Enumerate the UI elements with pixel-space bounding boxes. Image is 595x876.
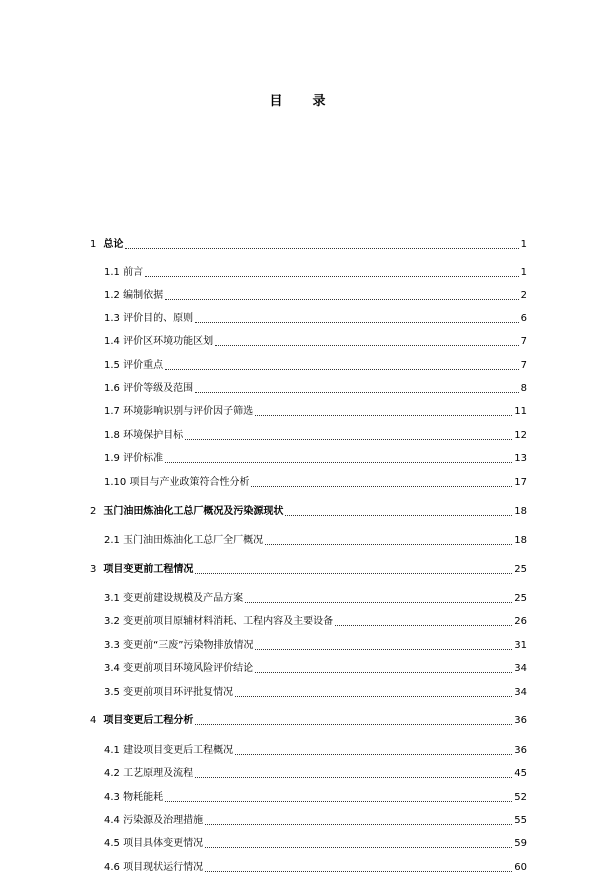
toc-title-left: 目 [269, 94, 283, 109]
toc-leader-dots [265, 533, 512, 545]
toc-entry-page: 36 [514, 745, 527, 756]
toc-entry-label [104, 638, 253, 654]
toc-entry-label [104, 475, 249, 491]
toc-leader-dots [195, 562, 512, 574]
toc-entry-page: 7 [520, 336, 527, 347]
toc-entry-page: 34 [514, 663, 527, 674]
toc-entry-text: 编制依据 [123, 290, 164, 301]
toc-entry[interactable] [104, 836, 527, 852]
toc-entry-number: 1.7 [104, 406, 120, 417]
toc-entry-number: 4.6 [104, 862, 120, 873]
toc-entry-label [104, 311, 193, 327]
toc-entry-label [104, 743, 233, 759]
toc-entry[interactable] [104, 475, 527, 491]
toc-entry[interactable] [104, 428, 527, 444]
toc-entry-text: 前言 [123, 267, 144, 278]
toc-entry-label [104, 766, 193, 782]
toc-entry[interactable] [104, 638, 527, 654]
toc-entry-text: 变更前项目环评批复情况 [123, 687, 234, 698]
toc-entry-text: 项目变更后工程分析 [103, 715, 194, 726]
toc-entry-text: 玉门油田炼油化工总厂全厂概况 [123, 535, 264, 546]
toc-entry-label [104, 428, 183, 444]
toc-entry-number: 4.2 [104, 768, 120, 779]
toc-entry-page: 52 [514, 792, 527, 803]
toc-entry-number: 3.5 [104, 687, 120, 698]
toc-entry-label [104, 358, 163, 374]
toc-entry-number: 1 [90, 239, 97, 250]
toc-entry-number: 4.5 [104, 838, 120, 849]
toc-entry-page: 18 [514, 506, 527, 517]
toc-entry-text: 环境影响识别与评价因子筛选 [123, 406, 254, 417]
toc-entry-page: 1 [520, 239, 527, 250]
toc-entry[interactable] [90, 237, 527, 253]
toc-leader-dots [195, 311, 519, 323]
toc-entry[interactable] [90, 713, 527, 729]
toc-entry[interactable] [90, 504, 527, 520]
toc-entry-label [104, 533, 263, 549]
toc-entry[interactable] [104, 533, 527, 549]
toc-entry-page: 26 [514, 616, 527, 627]
toc-entry-text: 变更前建设规模及产品方案 [123, 593, 244, 604]
toc-entry-page: 1 [520, 267, 527, 278]
toc-entry-page: 31 [514, 640, 527, 651]
toc-title-right: 录 [312, 94, 326, 109]
toc-entry-text: 变更前“三废”污染物排放情况 [123, 640, 254, 651]
toc-leader-dots [165, 358, 519, 370]
toc-leader-dots [165, 288, 519, 300]
toc-entry-label [104, 265, 143, 281]
toc-entry-page: 6 [520, 313, 527, 324]
toc-entry[interactable] [90, 562, 527, 578]
toc-leader-dots [195, 713, 512, 725]
toc-entry-text: 项目变更前工程情况 [103, 564, 194, 575]
toc-entry-number: 3.3 [104, 640, 120, 651]
toc-entry-page: 13 [514, 453, 527, 464]
toc-entry-page: 17 [514, 477, 527, 488]
toc-entry-text: 工艺原理及流程 [123, 768, 194, 779]
toc-entry-label [104, 404, 253, 420]
toc-entry-text: 项目与产业政策符合性分析 [129, 477, 250, 488]
toc-entry[interactable] [104, 860, 527, 876]
toc-entry-number: 2 [90, 506, 97, 517]
toc-entry-number: 1.10 [104, 477, 127, 488]
toc-entry-label [90, 562, 193, 578]
toc-entry-number: 1.9 [104, 453, 120, 464]
toc-entry-page: 25 [514, 564, 527, 575]
toc-entry-text: 评价目的、原则 [123, 313, 194, 324]
toc-entry[interactable] [104, 451, 527, 467]
toc-leader-dots [205, 836, 512, 848]
toc-entry-text: 评价区环境功能区划 [123, 336, 214, 347]
toc-entry-number: 3.2 [104, 616, 120, 627]
toc-entry[interactable] [104, 381, 527, 397]
toc-entry[interactable] [104, 685, 527, 701]
toc-entry-number: 4.4 [104, 815, 120, 826]
toc-entry-number: 4.3 [104, 792, 120, 803]
toc-entry[interactable] [104, 334, 527, 350]
toc-entry-text: 环境保护目标 [123, 430, 184, 441]
toc-leader-dots [215, 334, 519, 346]
toc-entry-page: 12 [514, 430, 527, 441]
toc-entry-number: 1.6 [104, 383, 120, 394]
toc-entry[interactable] [104, 288, 527, 304]
toc-entry-text: 物耗能耗 [123, 792, 164, 803]
toc-leader-dots [195, 381, 519, 393]
toc-entry[interactable] [104, 591, 527, 607]
toc-entry[interactable] [104, 265, 527, 281]
toc-entry[interactable] [104, 813, 527, 829]
toc-title [0, 90, 595, 109]
toc-entry-page: 45 [514, 768, 527, 779]
toc-entry-number: 1.2 [104, 290, 120, 301]
toc-entry-text: 玉门油田炼油化工总厂概况及污染源现状 [103, 506, 284, 517]
toc-entry-page: 59 [514, 838, 527, 849]
toc-entry[interactable] [104, 743, 527, 759]
toc-entry-text: 评价重点 [123, 360, 164, 371]
toc-entry-label [104, 860, 203, 876]
toc-leader-dots [335, 614, 512, 626]
toc-leader-dots [145, 265, 519, 277]
toc-entry-text: 项目具体变更情况 [123, 838, 204, 849]
toc-leader-dots [205, 860, 512, 872]
toc-entry-label [90, 504, 283, 520]
toc-entry-text: 污染源及治理措施 [123, 815, 204, 826]
toc-entry-text: 变更前项目环境风险评价结论 [123, 663, 254, 674]
toc-entry-page: 60 [514, 862, 527, 873]
toc-entry-label [104, 661, 253, 677]
toc-entry-number: 3.1 [104, 593, 120, 604]
toc-entry-page: 34 [514, 687, 527, 698]
toc-entry[interactable] [104, 404, 527, 420]
toc-entry-label [104, 614, 333, 630]
toc-entry-page: 36 [514, 715, 527, 726]
toc-entry-label [104, 334, 213, 350]
toc-entry[interactable] [104, 661, 527, 677]
toc-entry-page: 55 [514, 815, 527, 826]
toc-entry[interactable] [104, 766, 527, 782]
toc-entry-number: 1.4 [104, 336, 120, 347]
toc-entry-text: 总论 [103, 239, 124, 250]
toc-entry-number: 3 [90, 564, 97, 575]
toc-entry-number: 1.8 [104, 430, 120, 441]
toc-leader-dots [255, 404, 512, 416]
toc-entry-text: 评价等级及范围 [123, 383, 194, 394]
toc-leader-dots [245, 591, 512, 603]
toc-entry-label [104, 288, 163, 304]
toc-entry-page: 18 [514, 535, 527, 546]
toc-leader-dots [195, 766, 512, 778]
toc-leader-dots [205, 813, 512, 825]
toc-entry-page: 25 [514, 593, 527, 604]
toc-entry-number: 3.4 [104, 663, 120, 674]
toc-entry-label [90, 713, 193, 729]
toc-entry-label [90, 237, 123, 253]
toc-entry-number: 1.1 [104, 267, 120, 278]
toc-entry-number: 2.1 [104, 535, 120, 546]
toc-entry-page: 8 [520, 383, 527, 394]
toc-leader-dots [165, 451, 512, 463]
toc-entry-label [104, 685, 233, 701]
toc-leader-dots [185, 428, 512, 440]
toc-entry-number: 4.1 [104, 745, 120, 756]
toc-leader-dots [165, 790, 512, 802]
toc-entry[interactable] [104, 614, 527, 630]
toc-leader-dots [235, 685, 512, 697]
toc-entry-label [104, 381, 193, 397]
toc-leader-dots [125, 237, 518, 249]
toc-entry-label [104, 591, 243, 607]
toc-entry-number: 1.5 [104, 360, 120, 371]
toc-leader-dots [255, 661, 512, 673]
toc-entry-page: 2 [520, 290, 527, 301]
toc-entry[interactable] [104, 311, 527, 327]
toc-entry-page: 7 [520, 360, 527, 371]
toc-entry-text: 建设项目变更后工程概况 [123, 745, 234, 756]
toc-entry-page: 11 [514, 406, 527, 417]
toc-entry-text: 项目现状运行情况 [123, 862, 204, 873]
toc-leader-dots [235, 743, 512, 755]
toc-entry-number: 1.3 [104, 313, 120, 324]
toc-leader-dots [285, 504, 512, 516]
toc-entry-text: 评价标准 [123, 453, 164, 464]
toc-leader-dots [251, 475, 512, 487]
toc-entry-text: 变更前项目原辅材料消耗、工程内容及主要设备 [123, 616, 334, 627]
toc-entry-label [104, 790, 163, 806]
toc-entry-label [104, 451, 163, 467]
toc-entry-label [104, 836, 203, 852]
toc-entry-number: 4 [90, 715, 97, 726]
toc-entry[interactable] [104, 358, 527, 374]
toc-entry-label [104, 813, 203, 829]
toc-leader-dots [255, 638, 512, 650]
toc-entry[interactable] [104, 790, 527, 806]
